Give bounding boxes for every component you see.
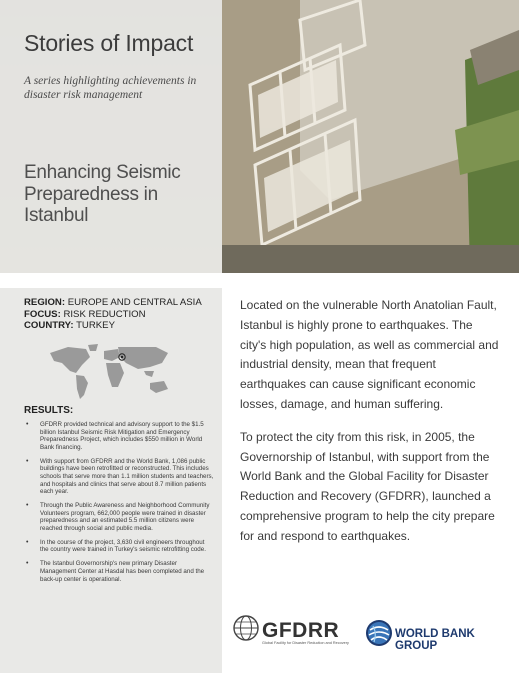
hero-banner xyxy=(0,0,519,273)
focus-row xyxy=(24,309,202,321)
series-title: Stories of Impact xyxy=(24,30,194,56)
result-item: • GFDRR provided technical and advisory support to the $1.5 billion Istanbul Seismic Risk Mitigation and Emergency Preparedness Project, which includes $550 million in World Bank financing. xyxy=(24,421,214,451)
gfdrr-globe-icon xyxy=(232,614,260,642)
gfdrr-tagline: Global Facility for Disaster Reduction and Recovery xyxy=(262,641,349,645)
world-bank-logo-text: WORLD BANK GROUP xyxy=(395,628,475,652)
result-item: • In the course of the project, 3,630 civil engineers throughout the country were trained in Turkey's seismic retrofitting code. xyxy=(24,539,214,554)
country-row xyxy=(24,320,202,332)
project-meta xyxy=(24,297,202,332)
results-list xyxy=(24,421,214,590)
region-value: EUROPE AND CENTRAL ASIA xyxy=(67,297,202,308)
main-text xyxy=(240,296,502,560)
program-paragraph: To protect the city from this risk, in 2005, the Governorship of Istanbul, with support from the World Bank and the Global Facility for Disaster Reduction and Recovery (GFDRR), launched a comprehensive program to help the city prepare for and respond to earthquakes. xyxy=(240,429,495,543)
result-item: • Through the Public Awareness and Neighborhood Community Volunteers program, 662,000 people were trained in disaster preparedness and an estimated 5.5 million citizens were reached through social and public media. xyxy=(24,502,214,532)
region-label: REGION: xyxy=(24,297,66,308)
world-map-icon xyxy=(46,343,176,401)
series-subtitle: A series highlighting achievements in disaster risk management xyxy=(24,75,197,101)
world-bank-globe-icon xyxy=(364,618,394,648)
focus-value: RISK REDUCTION xyxy=(63,308,146,320)
intro-paragraph: Located on the vulnerable North Anatolian Fault, Istanbul is highly prone to earthquakes. The city's high population, as well as commercial and industrial density, mean that frequent earthquakes can cause significant economic losses, damage, and human suffering. xyxy=(240,298,499,411)
focus-label: FOCUS: xyxy=(24,308,61,320)
story-title: Enhancing Seismic Preparedness in Istanbul xyxy=(24,162,181,226)
gfdrr-logo-text: GFDRR xyxy=(262,619,340,642)
results-heading: RESULTS: xyxy=(24,405,74,416)
country-value: TURKEY xyxy=(76,320,115,331)
country-label: COUNTRY: xyxy=(24,320,74,331)
info-sidebar xyxy=(0,288,222,673)
result-item: • The Istanbul Governorship's new primary Disaster Management Center at Hasdal has been completed and the back-up center is operational. xyxy=(24,560,214,583)
region-row xyxy=(24,297,202,309)
result-item: • With support from GFDRR and the World Bank, 1,086 public buildings have been retrofitted or reconstructed. This includes schools that serve more than 1.1 million students and teachers, and hospitals and clinics that serve about 8.7 million patients each year. xyxy=(24,458,214,496)
